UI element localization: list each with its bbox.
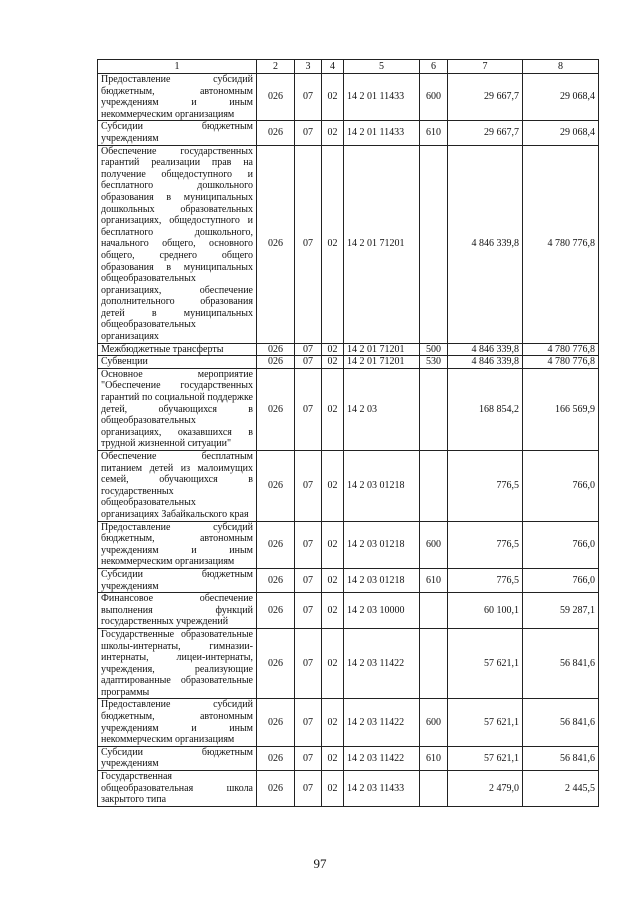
subsection-code-cell: 02 xyxy=(322,368,344,450)
expense-type-cell xyxy=(420,628,448,699)
row-name-cell: Субсидии бюджетным учреждениям xyxy=(98,121,257,145)
column-header: 5 xyxy=(344,60,420,74)
expense-type-cell xyxy=(420,451,448,522)
ministry-code-cell: 026 xyxy=(257,771,295,807)
subsection-code-cell: 02 xyxy=(322,593,344,629)
section-code-cell: 07 xyxy=(295,343,322,356)
subsection-code-cell: 02 xyxy=(322,628,344,699)
table-row xyxy=(98,628,599,699)
row-name-cell: Государственные образовательные школы-интернаты, гимназии-интернаты, лицеи-интернаты, учреждения, реализующие адаптированные образовательные программы xyxy=(98,628,257,699)
expense-type-cell xyxy=(420,145,448,343)
amount-cell: 60 100,1 xyxy=(448,593,523,629)
amount-cell: 29 667,7 xyxy=(448,74,523,121)
ministry-code-cell: 026 xyxy=(257,121,295,145)
ministry-code-cell: 026 xyxy=(257,628,295,699)
section-code-cell: 07 xyxy=(295,628,322,699)
section-code-cell: 07 xyxy=(295,356,322,369)
target-article-cell: 14 2 03 01218 xyxy=(344,521,420,568)
amount-cell: 59 287,1 xyxy=(523,593,599,629)
column-header: 8 xyxy=(523,60,599,74)
amount-cell: 776,5 xyxy=(448,451,523,522)
target-article-cell: 14 2 03 01218 xyxy=(344,568,420,592)
ministry-code-cell: 026 xyxy=(257,343,295,356)
section-code-cell: 07 xyxy=(295,593,322,629)
amount-cell: 29 068,4 xyxy=(523,121,599,145)
expense-type-cell: 600 xyxy=(420,74,448,121)
amount-cell: 56 841,6 xyxy=(523,699,599,746)
subsection-code-cell: 02 xyxy=(322,568,344,592)
target-article-cell: 14 2 01 71201 xyxy=(344,343,420,356)
subsection-code-cell: 02 xyxy=(322,343,344,356)
row-name-cell: Предоставление субсидий бюджетным, автономным учреждениям и иным некоммерческим организациям xyxy=(98,699,257,746)
amount-cell: 4 780 776,8 xyxy=(523,343,599,356)
section-code-cell: 07 xyxy=(295,699,322,746)
row-name-cell: Обеспечение бесплатным питанием детей из малоимущих семей, обучающихся в государственных общеобразовательных организациях Забайкальского края xyxy=(98,451,257,522)
page-number: 97 xyxy=(313,856,327,871)
subsection-code-cell: 02 xyxy=(322,121,344,145)
column-header: 3 xyxy=(295,60,322,74)
row-name-cell: Субсидии бюджетным учреждениям xyxy=(98,746,257,770)
target-article-cell: 14 2 01 11433 xyxy=(344,74,420,121)
target-article-cell: 14 2 03 11433 xyxy=(344,771,420,807)
target-article-cell: 14 2 01 71201 xyxy=(344,356,420,369)
amount-cell: 776,5 xyxy=(448,568,523,592)
section-code-cell: 07 xyxy=(295,121,322,145)
row-name-cell: Предоставление субсидий бюджетным, автономным учреждениям и иным некоммерческим организациям xyxy=(98,521,257,568)
subsection-code-cell: 02 xyxy=(322,356,344,369)
amount-cell: 56 841,6 xyxy=(523,746,599,770)
subsection-code-cell: 02 xyxy=(322,451,344,522)
row-name-cell: Субсидии бюджетным учреждениям xyxy=(98,568,257,592)
target-article-cell: 14 2 03 xyxy=(344,368,420,450)
amount-cell: 29 667,7 xyxy=(448,121,523,145)
amount-cell: 4 846 339,8 xyxy=(448,145,523,343)
expense-type-cell xyxy=(420,368,448,450)
amount-cell: 57 621,1 xyxy=(448,746,523,770)
column-header: 2 xyxy=(257,60,295,74)
table-row xyxy=(98,699,599,746)
ministry-code-cell: 026 xyxy=(257,145,295,343)
table-row xyxy=(98,451,599,522)
row-name-cell: Государственная общеобразовательная школа закрытого типа xyxy=(98,771,257,807)
ministry-code-cell: 026 xyxy=(257,356,295,369)
amount-cell: 766,0 xyxy=(523,568,599,592)
amount-cell: 2 479,0 xyxy=(448,771,523,807)
section-code-cell: 07 xyxy=(295,771,322,807)
amount-cell: 168 854,2 xyxy=(448,368,523,450)
section-code-cell: 07 xyxy=(295,368,322,450)
target-article-cell: 14 2 01 71201 xyxy=(344,145,420,343)
target-article-cell: 14 2 03 11422 xyxy=(344,628,420,699)
amount-cell: 4 846 339,8 xyxy=(448,356,523,369)
amount-cell: 29 068,4 xyxy=(523,74,599,121)
amount-cell: 57 621,1 xyxy=(448,628,523,699)
expense-type-cell: 610 xyxy=(420,568,448,592)
section-code-cell: 07 xyxy=(295,74,322,121)
ministry-code-cell: 026 xyxy=(257,568,295,592)
table-row xyxy=(98,368,599,450)
table-row xyxy=(98,356,599,369)
section-code-cell: 07 xyxy=(295,568,322,592)
column-header: 6 xyxy=(420,60,448,74)
subsection-code-cell: 02 xyxy=(322,74,344,121)
expense-type-cell: 530 xyxy=(420,356,448,369)
table-row xyxy=(98,74,599,121)
table-row xyxy=(98,521,599,568)
table-row xyxy=(98,568,599,592)
subsection-code-cell: 02 xyxy=(322,521,344,568)
subsection-code-cell: 02 xyxy=(322,771,344,807)
amount-cell: 57 621,1 xyxy=(448,699,523,746)
table-row xyxy=(98,145,599,343)
amount-cell: 4 780 776,8 xyxy=(523,145,599,343)
amount-cell: 2 445,5 xyxy=(523,771,599,807)
amount-cell: 56 841,6 xyxy=(523,628,599,699)
table-row xyxy=(98,771,599,807)
target-article-cell: 14 2 01 11433 xyxy=(344,121,420,145)
column-header: 1 xyxy=(98,60,257,74)
amount-cell: 766,0 xyxy=(523,451,599,522)
amount-cell: 4 846 339,8 xyxy=(448,343,523,356)
target-article-cell: 14 2 03 10000 xyxy=(344,593,420,629)
table-row xyxy=(98,121,599,145)
subsection-code-cell: 02 xyxy=(322,145,344,343)
target-article-cell: 14 2 03 11422 xyxy=(344,699,420,746)
amount-cell: 166 569,9 xyxy=(523,368,599,450)
subsection-code-cell: 02 xyxy=(322,699,344,746)
ministry-code-cell: 026 xyxy=(257,746,295,770)
column-header: 7 xyxy=(448,60,523,74)
expense-type-cell: 500 xyxy=(420,343,448,356)
ministry-code-cell: 026 xyxy=(257,74,295,121)
row-name-cell: Предоставление субсидий бюджетным, автономным учреждениям и иным некоммерческим организациям xyxy=(98,74,257,121)
amount-cell: 4 780 776,8 xyxy=(523,356,599,369)
expense-type-cell xyxy=(420,771,448,807)
ministry-code-cell: 026 xyxy=(257,521,295,568)
amount-cell: 766,0 xyxy=(523,521,599,568)
section-code-cell: 07 xyxy=(295,746,322,770)
budget-table xyxy=(97,59,599,807)
target-article-cell: 14 2 03 11422 xyxy=(344,746,420,770)
ministry-code-cell: 026 xyxy=(257,699,295,746)
subsection-code-cell: 02 xyxy=(322,746,344,770)
row-name-cell: Субвенции xyxy=(98,356,257,369)
expense-type-cell: 600 xyxy=(420,699,448,746)
ministry-code-cell: 026 xyxy=(257,593,295,629)
expense-type-cell: 610 xyxy=(420,121,448,145)
ministry-code-cell: 026 xyxy=(257,368,295,450)
header-row xyxy=(98,60,599,74)
section-code-cell: 07 xyxy=(295,451,322,522)
expense-type-cell: 600 xyxy=(420,521,448,568)
expense-type-cell: 610 xyxy=(420,746,448,770)
row-name-cell: Основное мероприятие "Обеспечение государственных гарантий по социальной поддержке детей, обучающихся в общеобразовательных организациях, оказавшихся в трудной жизненной ситуации" xyxy=(98,368,257,450)
column-header: 4 xyxy=(322,60,344,74)
table-row xyxy=(98,593,599,629)
section-code-cell: 07 xyxy=(295,145,322,343)
row-name-cell: Межбюджетные трансферты xyxy=(98,343,257,356)
row-name-cell: Финансовое обеспечение выполнения функций государственных учреждений xyxy=(98,593,257,629)
table-row xyxy=(98,343,599,356)
row-name-cell: Обеспечение государственных гарантий реализации прав на получение общедоступного и бесплатного дошкольного образования в муниципальных дошкольных образовательных организациях, общедоступного и бесплатного дошкольного, начального общего, основного общего, среднего общего образования в муниципальных общеобразовательных организациях, обеспечение дополнительного образования детей в муниципальных общеобразовательных организациях xyxy=(98,145,257,343)
expense-type-cell xyxy=(420,593,448,629)
target-article-cell: 14 2 03 01218 xyxy=(344,451,420,522)
amount-cell: 776,5 xyxy=(448,521,523,568)
table-row xyxy=(98,746,599,770)
ministry-code-cell: 026 xyxy=(257,451,295,522)
section-code-cell: 07 xyxy=(295,521,322,568)
